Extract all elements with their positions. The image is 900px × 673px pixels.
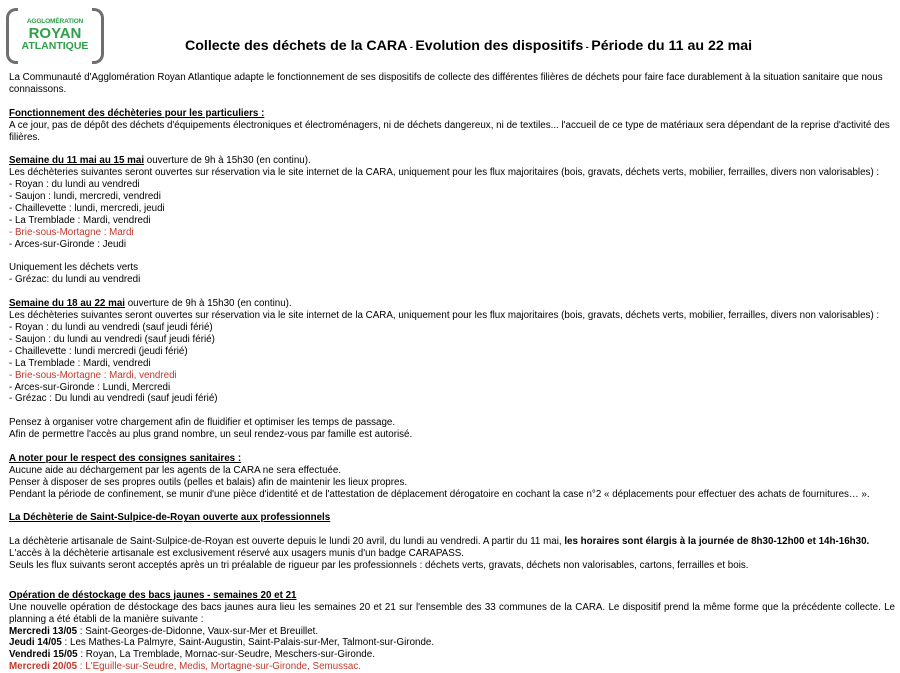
sanitary-line: Penser à disposer de ses propres outils (pelles et balais) afin de maintenir les lieux propres. <box>9 476 408 488</box>
green-waste-heading: Uniquement les déchets verts <box>9 262 139 274</box>
week1-heading <box>9 155 895 167</box>
page-title <box>185 38 753 54</box>
pro-heading: La Déchèterie de Saint-Sulpice-de-Royan ouverte aux professionnels <box>9 512 331 524</box>
advice-line: Pensez à organiser votre chargement afin de fluidifier et optimiser les temps de passage. <box>9 417 396 429</box>
pro-line <box>9 536 895 548</box>
schedule-places: L'Eguille-sur-Seudre, Medis, Mortagne-sur-Gironde, Semussac. <box>85 661 362 673</box>
schedule-day: Mercredi 20/05 <box>9 661 78 673</box>
title-part-3: Période du 11 au 22 mai <box>591 38 753 54</box>
bacs-intro: Une nouvelle opération de déstockage des bacs jaunes aura lieu les semaines 20 et 21 sur l'ensemble des 33 communes de la CARA. Le dispositif prend la même forme que la précédente collecte. Le planning a été établi de la manière suivante : <box>9 601 895 625</box>
sanitary-heading: A noter pour le respect des consignes sanitaires : <box>9 452 242 464</box>
week2-heading-bold: Semaine du 18 au 22 mai <box>9 298 125 310</box>
week2-intro: Les déchèteries suivantes seront ouvertes sur réservation via le site internet de la CARA, uniquement pour les flux majoritaires (bois, gravats, déchets verts, mobilier, ferrailles, divers non valorisables) : <box>9 310 880 322</box>
schedule-item <box>9 661 895 673</box>
list-item: - La Tremblade : Mardi, vendredi <box>9 214 151 226</box>
bacs-heading: Opération de déstockage des bacs jaunes - semaines 20 et 21 <box>9 589 297 601</box>
pro-line: L'accès à la déchèterie artisanale est exclusivement réservé aux usagers munis d'un badge CARAPASS. <box>9 548 465 560</box>
list-item: - Saujon : du lundi au vendredi (sauf jeudi férié) <box>9 333 215 345</box>
schedule-day: Jeudi 14/05 <box>9 637 62 649</box>
sanitary-line: Pendant la période de confinement, se munir d'une pièce d'identité et de l'attestation de déplacement dérogatoire en cochant la case n°2 « déplacements pour effectuer des achats de fournitures… ». <box>9 488 870 500</box>
list-item: - Brie-sous-Mortagne : Mardi <box>9 226 134 238</box>
list-item: - Chaillevette : lundi, mercredi, jeudi <box>9 202 165 214</box>
title-part-1: Collecte des déchets de la CARA <box>185 38 408 54</box>
title-separator: - <box>407 42 416 52</box>
week1-intro: Les déchèteries suivantes seront ouvertes sur réservation via le site internet de la CARA, uniquement pour les flux majoritaires (bois, gravats, déchets verts, mobilier, ferrailles, divers non valorisables) : <box>9 167 880 179</box>
list-item: - Saujon : lundi, mercredi, vendredi <box>9 191 161 203</box>
list-item: - Grézac: du lundi au vendredi <box>9 274 141 286</box>
logo-line-3: ATLANTIQUE <box>21 40 89 52</box>
schedule-day: Vendredi 15/05 <box>9 649 78 661</box>
decheteries-heading: Fonctionnement des déchèteries pour les particuliers : <box>9 107 265 119</box>
list-item: - Grézac : Du lundi au vendredi (sauf jeudi férié) <box>9 393 218 405</box>
title-separator: - <box>583 42 592 52</box>
advice-line: Afin de permettre l'accès au plus grand nombre, un seul rendez-vous par famille est autorisé. <box>9 429 413 441</box>
intro-paragraph: La Communauté d'Agglomération Royan Atlantique adapte le fonctionnement de ses dispositifs de collecte des différentes filières de déchets pour faire face durablement à la situation sanitaire que nous connaissons. <box>9 72 883 95</box>
logo-left-bracket <box>6 8 18 64</box>
pro-line: Seuls les flux suivants seront acceptés après un tri préalable de rigueur par les professionnels : déchets verts, gravats, déchets non valorisables, cartons, ferrailles et bois. <box>9 560 749 572</box>
logo-right-bracket <box>92 8 104 64</box>
list-item: - Arces-sur-Gironde : Lundi, Mercredi <box>9 381 171 393</box>
pro-line1-bold: les horaires sont élargis à la journée de 8h30-12h00 et 14h-16h30. <box>564 536 870 548</box>
schedule-places: Saint-Georges-de-Didonne, Vaux-sur-Mer et Breuillet. <box>85 625 319 637</box>
schedule-item <box>9 626 895 638</box>
week1-heading-bold: Semaine du 11 mai au 15 mai <box>9 155 145 167</box>
schedule-sep: : <box>61 637 70 649</box>
title-part-2: Evolution des dispositifs <box>415 38 584 54</box>
sanitary-line: Aucune aide au déchargement par les agents de la CARA ne sera effectuée. <box>9 464 342 476</box>
schedule-item <box>9 649 895 661</box>
pro-line1-normal: La déchèterie artisanale de Saint-Sulpice-de-Royan est ouverte depuis le lundi 20 avril, du lundi au vendredi. A partir du 11 mai, <box>9 536 565 548</box>
list-item: - Arces-sur-Gironde : Jeudi <box>9 238 127 250</box>
schedule-places: Royan, La Tremblade, Mornac-sur-Seudre, Meschers-sur-Gironde. <box>85 649 375 661</box>
schedule-sep: : <box>77 661 86 673</box>
schedule-sep: : <box>77 625 86 637</box>
list-item: - Royan : du lundi au vendredi <box>9 179 140 191</box>
schedule-sep: : <box>77 649 86 661</box>
week2-heading-rest: ouverture de 9h à 15h30 (en continu). <box>124 298 292 310</box>
list-item: - Chaillevette : lundi mercredi (jeudi férié) <box>9 345 188 357</box>
logo-line-1: AGGLOMÉRATION <box>26 18 84 25</box>
schedule-item <box>9 637 895 649</box>
list-item: - La Tremblade : Mardi, vendredi <box>9 357 151 369</box>
schedule-places: Les Mathes-La Palmyre, Saint-Augustin, Saint-Palais-sur-Mer, Talmont-sur-Gironde. <box>70 637 435 649</box>
document-body <box>9 72 895 673</box>
list-item: - Brie-sous-Mortagne : Mardi, vendredi <box>9 369 177 381</box>
list-item: - Royan : du lundi au vendredi (sauf jeudi férié) <box>9 321 213 333</box>
week2-heading <box>9 298 895 310</box>
decheteries-text: A ce jour, pas de dépôt des déchets d'équipements électroniques et électroménagers, ni de déchets dangereux, ni de textiles... l'accueil de ce type de matériaux sera dépendant de la reprise d'activité des filières. <box>9 119 890 143</box>
week1-heading-rest: ouverture de 9h à 15h30 (en continu). <box>144 155 311 167</box>
logo-line-2: ROYAN <box>28 25 82 42</box>
schedule-day: Mercredi 13/05 <box>9 625 78 637</box>
cara-logo <box>6 8 104 64</box>
